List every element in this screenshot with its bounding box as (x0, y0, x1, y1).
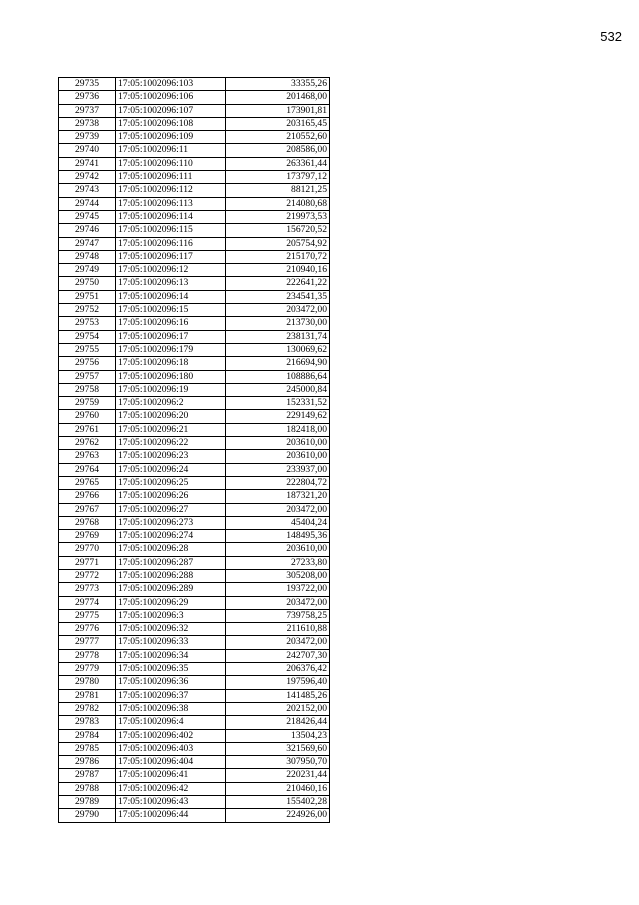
table-row (59, 117, 330, 130)
cadastral-number-cell: 17:05:1002096:17 (116, 330, 226, 343)
cadastral-value-cell: 242707,30 (226, 649, 330, 662)
cadastral-number-cell: 17:05:1002096:288 (116, 569, 226, 582)
row-number-cell: 29755 (59, 343, 116, 356)
table-row (59, 729, 330, 742)
table-row (59, 702, 330, 715)
cadastral-value-cell: 210552,60 (226, 131, 330, 144)
table-row (59, 530, 330, 543)
cadastral-value-cell: 193722,00 (226, 583, 330, 596)
cadastral-number-cell: 17:05:1002096:41 (116, 769, 226, 782)
cadastral-number-cell: 17:05:1002096:43 (116, 796, 226, 809)
cadastral-number-cell: 17:05:1002096:287 (116, 556, 226, 569)
row-number-cell: 29781 (59, 689, 116, 702)
row-number-cell: 29776 (59, 623, 116, 636)
row-number-cell: 29737 (59, 104, 116, 117)
cadastral-number-cell: 17:05:1002096:27 (116, 503, 226, 516)
table-row (59, 304, 330, 317)
cadastral-value-cell: 739758,25 (226, 609, 330, 622)
row-number-cell: 29736 (59, 91, 116, 104)
row-number-cell: 29763 (59, 450, 116, 463)
row-number-cell: 29762 (59, 437, 116, 450)
cadastral-value-cell: 203610,00 (226, 437, 330, 450)
table-row (59, 663, 330, 676)
cadastral-number-cell: 17:05:1002096:42 (116, 782, 226, 795)
table-row (59, 277, 330, 290)
cadastral-value-cell: 203472,00 (226, 596, 330, 609)
cadastral-number-cell: 17:05:1002096:29 (116, 596, 226, 609)
row-number-cell: 29747 (59, 237, 116, 250)
cadastral-number-cell: 17:05:1002096:36 (116, 676, 226, 689)
cadastral-number-cell: 17:05:1002096:16 (116, 317, 226, 330)
table-row (59, 370, 330, 383)
row-number-cell: 29789 (59, 796, 116, 809)
cadastral-value-cell: 203472,00 (226, 636, 330, 649)
cadastral-value-cell: 307950,70 (226, 756, 330, 769)
table-row (59, 91, 330, 104)
table-row (59, 197, 330, 210)
table-row (59, 769, 330, 782)
cadastral-number-cell: 17:05:1002096:18 (116, 357, 226, 370)
row-number-cell: 29777 (59, 636, 116, 649)
table-row (59, 716, 330, 729)
row-number-cell: 29786 (59, 756, 116, 769)
row-number-cell: 29785 (59, 742, 116, 755)
cadastral-value-cell: 141485,26 (226, 689, 330, 702)
cadastral-number-cell: 17:05:1002096:13 (116, 277, 226, 290)
cadastral-value-cell: 148495,36 (226, 530, 330, 543)
table-row (59, 224, 330, 237)
table-row (59, 78, 330, 91)
cadastral-number-cell: 17:05:1002096:110 (116, 157, 226, 170)
row-number-cell: 29772 (59, 569, 116, 582)
table-row (59, 756, 330, 769)
cadastral-value-cell: 205754,92 (226, 237, 330, 250)
cadastral-value-cell: 206376,42 (226, 663, 330, 676)
cadastral-value-cell: 173901,81 (226, 104, 330, 117)
cadastral-number-cell: 17:05:1002096:109 (116, 131, 226, 144)
row-number-cell: 29779 (59, 663, 116, 676)
table-row (59, 171, 330, 184)
cadastral-number-cell: 17:05:1002096:21 (116, 423, 226, 436)
row-number-cell: 29778 (59, 649, 116, 662)
cadastral-value-cell: 182418,00 (226, 423, 330, 436)
cadastral-number-cell: 17:05:1002096:112 (116, 184, 226, 197)
table-row (59, 689, 330, 702)
cadastral-value-cell: 108886,64 (226, 370, 330, 383)
cadastral-number-cell: 17:05:1002096:3 (116, 609, 226, 622)
cadastral-number-cell: 17:05:1002096:14 (116, 290, 226, 303)
table-row (59, 330, 330, 343)
table-row (59, 516, 330, 529)
cadastral-value-cell: 222641,22 (226, 277, 330, 290)
row-number-cell: 29745 (59, 210, 116, 223)
cadastral-value-cell: 215170,72 (226, 250, 330, 263)
cadastral-number-cell: 17:05:1002096:2 (116, 397, 226, 410)
cadastral-number-cell: 17:05:1002096:34 (116, 649, 226, 662)
row-number-cell: 29773 (59, 583, 116, 596)
cadastral-value-cell: 245000,84 (226, 383, 330, 396)
table-row (59, 343, 330, 356)
cadastral-value-cell: 203610,00 (226, 450, 330, 463)
row-number-cell: 29743 (59, 184, 116, 197)
cadastral-value-cell: 173797,12 (226, 171, 330, 184)
cadastral-number-cell: 17:05:1002096:108 (116, 117, 226, 130)
cadastral-number-cell: 17:05:1002096:35 (116, 663, 226, 676)
cadastral-value-cell: 238131,74 (226, 330, 330, 343)
cadastral-value-cell: 233937,00 (226, 463, 330, 476)
cadastral-number-cell: 17:05:1002096:402 (116, 729, 226, 742)
cadastral-value-cell: 229149,62 (226, 410, 330, 423)
cadastral-number-cell: 17:05:1002096:4 (116, 716, 226, 729)
table-row (59, 636, 330, 649)
cadastral-value-cell: 222804,72 (226, 476, 330, 489)
row-number-cell: 29783 (59, 716, 116, 729)
cadastral-number-cell: 17:05:1002096:404 (116, 756, 226, 769)
cadastral-number-cell: 17:05:1002096:25 (116, 476, 226, 489)
row-number-cell: 29765 (59, 476, 116, 489)
cadastral-number-cell: 17:05:1002096:273 (116, 516, 226, 529)
row-number-cell: 29744 (59, 197, 116, 210)
row-number-cell: 29774 (59, 596, 116, 609)
table-row (59, 742, 330, 755)
cadastral-number-cell: 17:05:1002096:44 (116, 809, 226, 822)
cadastral-value-cell: 197596,40 (226, 676, 330, 689)
cadastral-value-cell: 203472,00 (226, 304, 330, 317)
cadastral-number-cell: 17:05:1002096:37 (116, 689, 226, 702)
row-number-cell: 29790 (59, 809, 116, 822)
row-number-cell: 29787 (59, 769, 116, 782)
row-number-cell: 29764 (59, 463, 116, 476)
row-number-cell: 29754 (59, 330, 116, 343)
row-number-cell: 29739 (59, 131, 116, 144)
cadastral-number-cell: 17:05:1002096:114 (116, 210, 226, 223)
cadastral-number-cell: 17:05:1002096:19 (116, 383, 226, 396)
row-number-cell: 29741 (59, 157, 116, 170)
cadastral-value-cell: 220231,44 (226, 769, 330, 782)
cadastral-number-cell: 17:05:1002096:179 (116, 343, 226, 356)
cadastral-number-cell: 17:05:1002096:32 (116, 623, 226, 636)
row-number-cell: 29780 (59, 676, 116, 689)
cadastral-value-cell: 213730,00 (226, 317, 330, 330)
table-row (59, 649, 330, 662)
table-row (59, 556, 330, 569)
cadastral-value-cell: 187321,20 (226, 490, 330, 503)
table-row (59, 543, 330, 556)
cadastral-number-cell: 17:05:1002096:11 (116, 144, 226, 157)
cadastral-value-cell: 210460,16 (226, 782, 330, 795)
row-number-cell: 29770 (59, 543, 116, 556)
cadastral-value-cell: 203610,00 (226, 543, 330, 556)
table-row (59, 583, 330, 596)
cadastral-value-cell: 203165,45 (226, 117, 330, 130)
cadastral-value-cell: 13504,23 (226, 729, 330, 742)
row-number-cell: 29749 (59, 264, 116, 277)
row-number-cell: 29748 (59, 250, 116, 263)
table-body (59, 78, 330, 823)
cadastral-value-cell: 155402,28 (226, 796, 330, 809)
cadastral-value-cell: 152331,52 (226, 397, 330, 410)
cadastral-value-cell: 218426,44 (226, 716, 330, 729)
cadastral-number-cell: 17:05:1002096:23 (116, 450, 226, 463)
cadastral-number-cell: 17:05:1002096:24 (116, 463, 226, 476)
row-number-cell: 29742 (59, 171, 116, 184)
cadastral-value-cell: 27233,80 (226, 556, 330, 569)
cadastral-number-cell: 17:05:1002096:116 (116, 237, 226, 250)
cadastral-value-cell: 305208,00 (226, 569, 330, 582)
cadastral-value-cell: 321569,60 (226, 742, 330, 755)
cadastral-number-cell: 17:05:1002096:111 (116, 171, 226, 184)
row-number-cell: 29768 (59, 516, 116, 529)
cadastral-number-cell: 17:05:1002096:15 (116, 304, 226, 317)
cadastral-value-cell: 201468,00 (226, 91, 330, 104)
table-row (59, 290, 330, 303)
table-row (59, 569, 330, 582)
table-row (59, 609, 330, 622)
table-row (59, 676, 330, 689)
cadastral-number-cell: 17:05:1002096:117 (116, 250, 226, 263)
row-number-cell: 29757 (59, 370, 116, 383)
cadastral-number-cell: 17:05:1002096:103 (116, 78, 226, 91)
table-row (59, 437, 330, 450)
cadastral-number-cell: 17:05:1002096:289 (116, 583, 226, 596)
cadastral-value-cell: 263361,44 (226, 157, 330, 170)
row-number-cell: 29758 (59, 383, 116, 396)
cadastral-value-cell: 216694,90 (226, 357, 330, 370)
row-number-cell: 29759 (59, 397, 116, 410)
table-row (59, 490, 330, 503)
cadastral-number-cell: 17:05:1002096:22 (116, 437, 226, 450)
table-row (59, 237, 330, 250)
row-number-cell: 29756 (59, 357, 116, 370)
table-row (59, 503, 330, 516)
row-number-cell: 29775 (59, 609, 116, 622)
table-row (59, 317, 330, 330)
row-number-cell: 29788 (59, 782, 116, 795)
row-number-cell: 29782 (59, 702, 116, 715)
row-number-cell: 29751 (59, 290, 116, 303)
table-row (59, 210, 330, 223)
row-number-cell: 29753 (59, 317, 116, 330)
row-number-cell: 29760 (59, 410, 116, 423)
row-number-cell: 29738 (59, 117, 116, 130)
cadastral-value-cell: 210940,16 (226, 264, 330, 277)
cadastral-value-cell: 208586,00 (226, 144, 330, 157)
cadastral-number-cell: 17:05:1002096:28 (116, 543, 226, 556)
table-row (59, 397, 330, 410)
table-row (59, 596, 330, 609)
cadastral-number-cell: 17:05:1002096:20 (116, 410, 226, 423)
table-row (59, 450, 330, 463)
table-row (59, 410, 330, 423)
table-row (59, 476, 330, 489)
row-number-cell: 29735 (59, 78, 116, 91)
table-row (59, 423, 330, 436)
cadastral-value-cell: 214080,68 (226, 197, 330, 210)
cadastral-number-cell: 17:05:1002096:274 (116, 530, 226, 543)
cadastral-value-cell: 202152,00 (226, 702, 330, 715)
table-row (59, 104, 330, 117)
table-row (59, 131, 330, 144)
cadastral-value-cell: 156720,52 (226, 224, 330, 237)
row-number-cell: 29784 (59, 729, 116, 742)
table-row (59, 144, 330, 157)
cadastral-number-cell: 17:05:1002096:180 (116, 370, 226, 383)
cadastral-number-cell: 17:05:1002096:106 (116, 91, 226, 104)
row-number-cell: 29752 (59, 304, 116, 317)
cadastral-number-cell: 17:05:1002096:113 (116, 197, 226, 210)
row-number-cell: 29766 (59, 490, 116, 503)
table-row (59, 623, 330, 636)
table-row (59, 782, 330, 795)
table-row (59, 184, 330, 197)
row-number-cell: 29769 (59, 530, 116, 543)
cadastral-value-cell: 203472,00 (226, 503, 330, 516)
cadastral-value-cell: 45404,24 (226, 516, 330, 529)
cadastral-number-cell: 17:05:1002096:107 (116, 104, 226, 117)
table-row (59, 463, 330, 476)
cadastral-number-cell: 17:05:1002096:403 (116, 742, 226, 755)
page-number: 532 (600, 29, 622, 44)
table-row (59, 264, 330, 277)
table-row (59, 796, 330, 809)
table-row (59, 809, 330, 822)
cadastral-value-table (58, 77, 330, 823)
row-number-cell: 29761 (59, 423, 116, 436)
table-row (59, 383, 330, 396)
row-number-cell: 29746 (59, 224, 116, 237)
cadastral-number-cell: 17:05:1002096:26 (116, 490, 226, 503)
cadastral-value-cell: 130069,62 (226, 343, 330, 356)
cadastral-value-cell: 88121,25 (226, 184, 330, 197)
row-number-cell: 29740 (59, 144, 116, 157)
cadastral-value-cell: 33355,26 (226, 78, 330, 91)
cadastral-value-cell: 219973,53 (226, 210, 330, 223)
table-row (59, 357, 330, 370)
cadastral-number-cell: 17:05:1002096:38 (116, 702, 226, 715)
row-number-cell: 29771 (59, 556, 116, 569)
cadastral-value-cell: 234541,35 (226, 290, 330, 303)
cadastral-number-cell: 17:05:1002096:12 (116, 264, 226, 277)
row-number-cell: 29767 (59, 503, 116, 516)
cadastral-number-cell: 17:05:1002096:33 (116, 636, 226, 649)
table-row (59, 250, 330, 263)
row-number-cell: 29750 (59, 277, 116, 290)
cadastral-value-cell: 224926,00 (226, 809, 330, 822)
cadastral-value-cell: 211610,88 (226, 623, 330, 636)
table-row (59, 157, 330, 170)
cadastral-number-cell: 17:05:1002096:115 (116, 224, 226, 237)
